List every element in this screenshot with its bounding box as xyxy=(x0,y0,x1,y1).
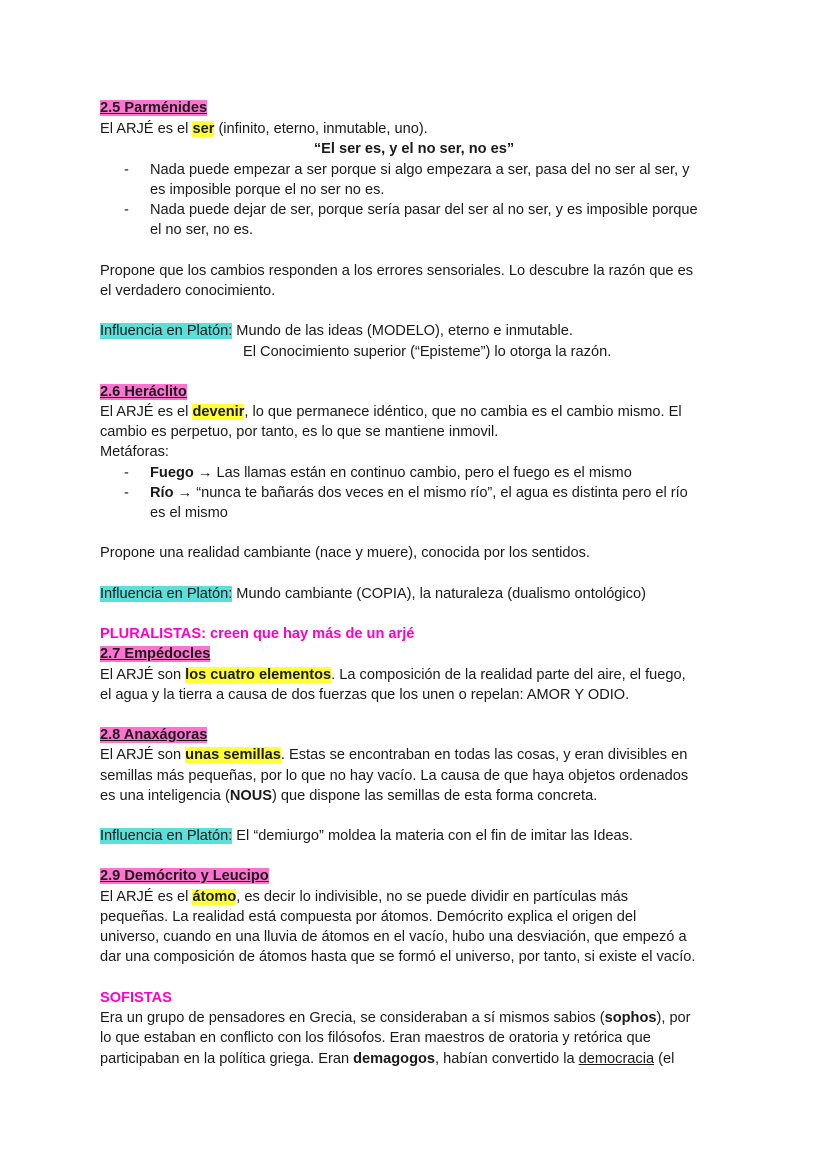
bullet-text: Río → “nunca te bañarás dos veces en el mismo río”, el agua es distinta pero el río xyxy=(150,485,688,501)
paragraph-line: Era un grupo de pensadores en Grecia, se consideraban a sí mismos sabios (sophos), por xyxy=(100,1010,691,1026)
bullet-text: Fuego → Las llamas están en continuo cambio, pero el fuego es el mismo xyxy=(150,465,632,481)
paragraph-line: semillas más pequeñas, por lo que no hay vacío. La causa de que haya objetos ordenados xyxy=(100,768,689,784)
paragraph-line: El ARJÉ es el ser (infinito, eterno, inmutable, uno). xyxy=(100,121,428,137)
influence-line: Influencia en Platón: El “demiurgo” moldea la materia con el fin de imitar las Ideas. xyxy=(100,828,633,844)
influence-line: El Conocimiento superior (“Episteme”) lo otorga la razón. xyxy=(243,344,612,360)
influence-line: Influencia en Platón: Mundo de las ideas (MODELO), eterno e inmutable. xyxy=(100,323,573,339)
paragraph-line: El ARJÉ es el devenir, lo que permanece idéntico, que no cambia es el cambio mismo. El xyxy=(100,404,682,420)
bullet-text: Nada puede dejar de ser, porque sería pasar del ser al no ser, y es imposible porque xyxy=(150,202,698,218)
paragraph-line: El ARJÉ son unas semillas. Estas se encontraban en todas las cosas, y eran divisibles en xyxy=(100,747,688,763)
paragraph-line: es una inteligencia (NOUS) que dispone las semillas de esta forma concreta. xyxy=(100,788,598,804)
highlight: los cuatro elementos xyxy=(185,667,332,683)
paragraph-line: participaban en la política griega. Eran demagogos, habían convertido la democracia (el xyxy=(100,1051,675,1067)
influence-label: Influencia en Platón: xyxy=(100,828,233,844)
paragraph-line: Metáforas: xyxy=(100,444,169,460)
paragraph-line: El ARJÉ son los cuatro elementos. La composición de la realidad parte del aire, el fuego, xyxy=(100,667,686,683)
section-title-heraclito: 2.6 Heráclito xyxy=(100,384,187,400)
highlight: unas semillas xyxy=(185,747,281,763)
paragraph-line: el agua y la tierra a causa de dos fuerzas que los unen o repelan: AMOR Y ODIO. xyxy=(100,687,630,703)
paragraph-line: Propone una realidad cambiante (nace y muere), conocida por los sentidos. xyxy=(100,545,590,561)
paragraph-line: universo, cuando en una lluvia de átomos en el vacío, hubo una desviación, que empezó a xyxy=(100,929,687,945)
sofistas-heading: SOFISTAS xyxy=(100,990,172,1006)
influence-line: Influencia en Platón: Mundo cambiante (COPIA), la naturaleza (dualismo ontológico) xyxy=(100,586,646,602)
bullet-text: el no ser, no es. xyxy=(150,222,254,238)
section-title-parmenides: 2.5 Parménides xyxy=(100,100,208,116)
section-title-democrito: 2.9 Demócrito y Leucipo xyxy=(100,868,269,884)
bullet-text: es el mismo xyxy=(150,505,228,521)
section-title-empedocles: 2.7 Empédocles xyxy=(100,646,211,662)
paragraph-line: El ARJÉ es el átomo, es decir lo indivisible, no se puede dividir en partículas más xyxy=(100,889,629,905)
section-title-anaxagoras: 2.8 Anaxágoras xyxy=(100,727,208,743)
paragraph-line: el verdadero conocimiento. xyxy=(100,283,276,299)
bullet-text: Nada puede empezar a ser porque si algo empezara a ser, pasa del no ser al ser, y xyxy=(150,162,690,178)
paragraph-line: Propone que los cambios responden a los errores sensoriales. Lo descubre la razón que es xyxy=(100,263,694,279)
highlight: átomo xyxy=(192,889,237,905)
bullet-dash: - xyxy=(124,465,129,481)
highlight: devenir xyxy=(192,404,245,420)
paragraph-line: cambio es perpetuo, por tanto, es lo que se mantiene inmovil. xyxy=(100,424,499,440)
bullet-dash: - xyxy=(124,202,129,218)
bullet-dash: - xyxy=(124,485,129,501)
influence-label: Influencia en Platón: xyxy=(100,586,233,602)
influence-label: Influencia en Platón: xyxy=(100,323,233,339)
highlight: ser xyxy=(192,121,215,137)
bullet-dash: - xyxy=(124,162,129,178)
quote: “El ser es, y el no ser, no es” xyxy=(313,141,515,157)
bullet-text: es imposible porque el no ser no es. xyxy=(150,182,385,198)
paragraph-line: lo que estaban en conflicto con los filósofos. Eran maestros de oratoria y retórica que xyxy=(100,1030,651,1046)
pluralistas-heading: PLURALISTAS: creen que hay más de un arjé xyxy=(100,626,415,642)
paragraph-line: pequeñas. La realidad está compuesta por átomos. Demócrito explica el origen del xyxy=(100,909,637,925)
paragraph-line: dar una composición de átomos hasta que se formó el universo, por tanto, si existe el vacío. xyxy=(100,949,696,965)
